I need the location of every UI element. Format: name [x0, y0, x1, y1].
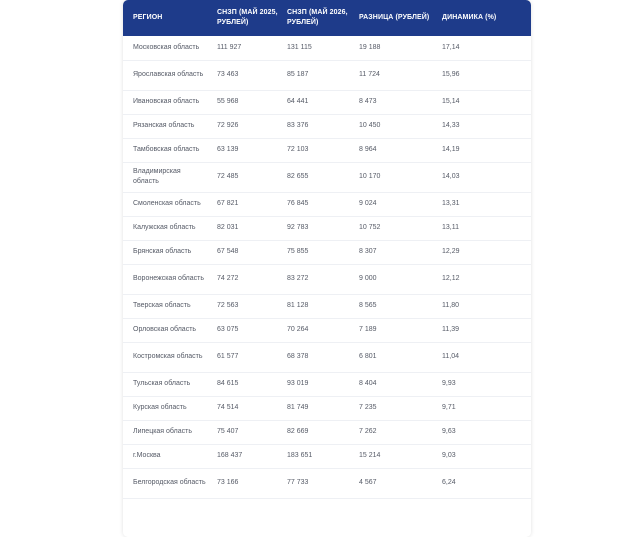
table-row [123, 468, 531, 498]
cell-region: Московская область [123, 36, 208, 60]
cell-dynamics: 12,12 [433, 264, 531, 294]
table-row [123, 192, 531, 216]
cell-difference: 8 565 [350, 294, 433, 318]
cell-region: Белгородская область [123, 468, 208, 498]
cell-salary-2025: 168 437 [208, 444, 278, 468]
table-body [123, 36, 531, 498]
header-dynamics: ДИНАМИКА (%) [442, 14, 497, 21]
cell-salary-2026: 82 669 [278, 420, 350, 444]
cell-salary-2026: 92 783 [278, 216, 350, 240]
cell-salary-2026: 93 019 [278, 372, 350, 396]
table-row [123, 114, 531, 138]
table-row [123, 138, 531, 162]
cell-region: Брянская область [123, 240, 208, 264]
cell-salary-2025: 61 577 [208, 342, 278, 372]
cell-dynamics: 15,96 [433, 60, 531, 90]
table-row [123, 264, 531, 294]
cell-salary-2026: 70 264 [278, 318, 350, 342]
cell-region: Тульская область [123, 372, 208, 396]
cell-region: Смоленская область [123, 192, 208, 216]
cell-dynamics: 13,11 [433, 216, 531, 240]
cell-salary-2026: 82 655 [278, 162, 350, 192]
cell-salary-2025: 72 926 [208, 114, 278, 138]
cell-dynamics: 9,03 [433, 444, 531, 468]
table-row [123, 342, 531, 372]
cell-difference: 8 473 [350, 90, 433, 114]
cell-difference: 7 189 [350, 318, 433, 342]
cell-difference: 10 170 [350, 162, 433, 192]
cell-region: Ярославская область [123, 60, 208, 90]
cell-dynamics: 14,03 [433, 162, 531, 192]
cell-difference: 8 964 [350, 138, 433, 162]
cell-salary-2025: 73 166 [208, 468, 278, 498]
cell-dynamics: 11,80 [433, 294, 531, 318]
cell-dynamics: 6,24 [433, 468, 531, 498]
cell-dynamics: 14,33 [433, 114, 531, 138]
cell-salary-2025: 72 485 [208, 162, 278, 192]
table-header [123, 0, 531, 36]
table-row [123, 396, 531, 420]
cell-salary-2026: 76 845 [278, 192, 350, 216]
cell-salary-2025: 84 615 [208, 372, 278, 396]
cell-difference: 7 235 [350, 396, 433, 420]
cell-difference: 10 752 [350, 216, 433, 240]
cell-difference: 9 000 [350, 264, 433, 294]
cell-difference: 11 724 [350, 60, 433, 90]
cell-salary-2025: 74 272 [208, 264, 278, 294]
cell-region: Ивановская область [123, 90, 208, 114]
cell-salary-2026: 77 733 [278, 468, 350, 498]
cell-dynamics: 9,71 [433, 396, 531, 420]
cell-salary-2026: 64 441 [278, 90, 350, 114]
cell-difference: 15 214 [350, 444, 433, 468]
cell-salary-2025: 63 139 [208, 138, 278, 162]
table-row [123, 216, 531, 240]
table-row [123, 318, 531, 342]
cell-region: Костромская область [123, 342, 208, 372]
cell-dynamics: 12,29 [433, 240, 531, 264]
salary-table-card [123, 0, 531, 537]
cell-difference: 19 188 [350, 36, 433, 60]
cell-salary-2026: 83 376 [278, 114, 350, 138]
cell-difference: 6 801 [350, 342, 433, 372]
cell-dynamics: 9,63 [433, 420, 531, 444]
header-difference: РАЗНИЦА (РУБЛЕЙ) [359, 14, 430, 21]
header-salary-2025: СНЗП (МАЙ 2025, РУБЛЕЙ) [217, 9, 278, 26]
cell-salary-2026: 81 128 [278, 294, 350, 318]
table-row [123, 420, 531, 444]
cell-salary-2026: 75 855 [278, 240, 350, 264]
header-salary-2026: СНЗП (МАЙ 2026, РУБЛЕЙ) [287, 9, 348, 26]
cell-region: Воронежская область [123, 264, 208, 294]
cell-region: Владимирская область [123, 162, 208, 192]
cell-difference: 8 404 [350, 372, 433, 396]
cell-salary-2025: 73 463 [208, 60, 278, 90]
salary-table [123, 0, 531, 499]
cell-salary-2025: 75 407 [208, 420, 278, 444]
cell-salary-2026: 83 272 [278, 264, 350, 294]
cell-dynamics: 11,39 [433, 318, 531, 342]
cell-difference: 8 307 [350, 240, 433, 264]
cell-dynamics: 17,14 [433, 36, 531, 60]
cell-salary-2025: 67 548 [208, 240, 278, 264]
table-row [123, 36, 531, 60]
table-row [123, 90, 531, 114]
cell-region: г.Москва [123, 444, 208, 468]
cell-difference: 9 024 [350, 192, 433, 216]
table-row [123, 240, 531, 264]
table-row [123, 372, 531, 396]
cell-salary-2025: 67 821 [208, 192, 278, 216]
cell-salary-2026: 81 749 [278, 396, 350, 420]
cell-region: Калужская область [123, 216, 208, 240]
cell-salary-2026: 85 187 [278, 60, 350, 90]
cell-salary-2025: 82 031 [208, 216, 278, 240]
cell-region: Тверская область [123, 294, 208, 318]
cell-region: Рязанская область [123, 114, 208, 138]
cell-difference: 10 450 [350, 114, 433, 138]
cell-salary-2025: 111 927 [208, 36, 278, 60]
table-row [123, 60, 531, 90]
cell-region: Курская область [123, 396, 208, 420]
cell-salary-2026: 183 651 [278, 444, 350, 468]
header-region: РЕГИОН [133, 14, 163, 21]
cell-dynamics: 15,14 [433, 90, 531, 114]
table-header-row [123, 0, 531, 36]
cell-difference: 7 262 [350, 420, 433, 444]
cell-salary-2025: 55 968 [208, 90, 278, 114]
cell-salary-2026: 131 115 [278, 36, 350, 60]
cell-salary-2025: 72 563 [208, 294, 278, 318]
table-row [123, 444, 531, 468]
cell-salary-2026: 72 103 [278, 138, 350, 162]
table-row [123, 162, 531, 192]
cell-difference: 4 567 [350, 468, 433, 498]
cell-salary-2025: 74 514 [208, 396, 278, 420]
cell-salary-2025: 63 075 [208, 318, 278, 342]
cell-region: Липецкая область [123, 420, 208, 444]
cell-salary-2026: 68 378 [278, 342, 350, 372]
cell-dynamics: 11,04 [433, 342, 531, 372]
cell-dynamics: 14,19 [433, 138, 531, 162]
cell-dynamics: 9,93 [433, 372, 531, 396]
cell-region: Тамбовская область [123, 138, 208, 162]
cell-dynamics: 13,31 [433, 192, 531, 216]
cell-region: Орловская область [123, 318, 208, 342]
table-row [123, 294, 531, 318]
